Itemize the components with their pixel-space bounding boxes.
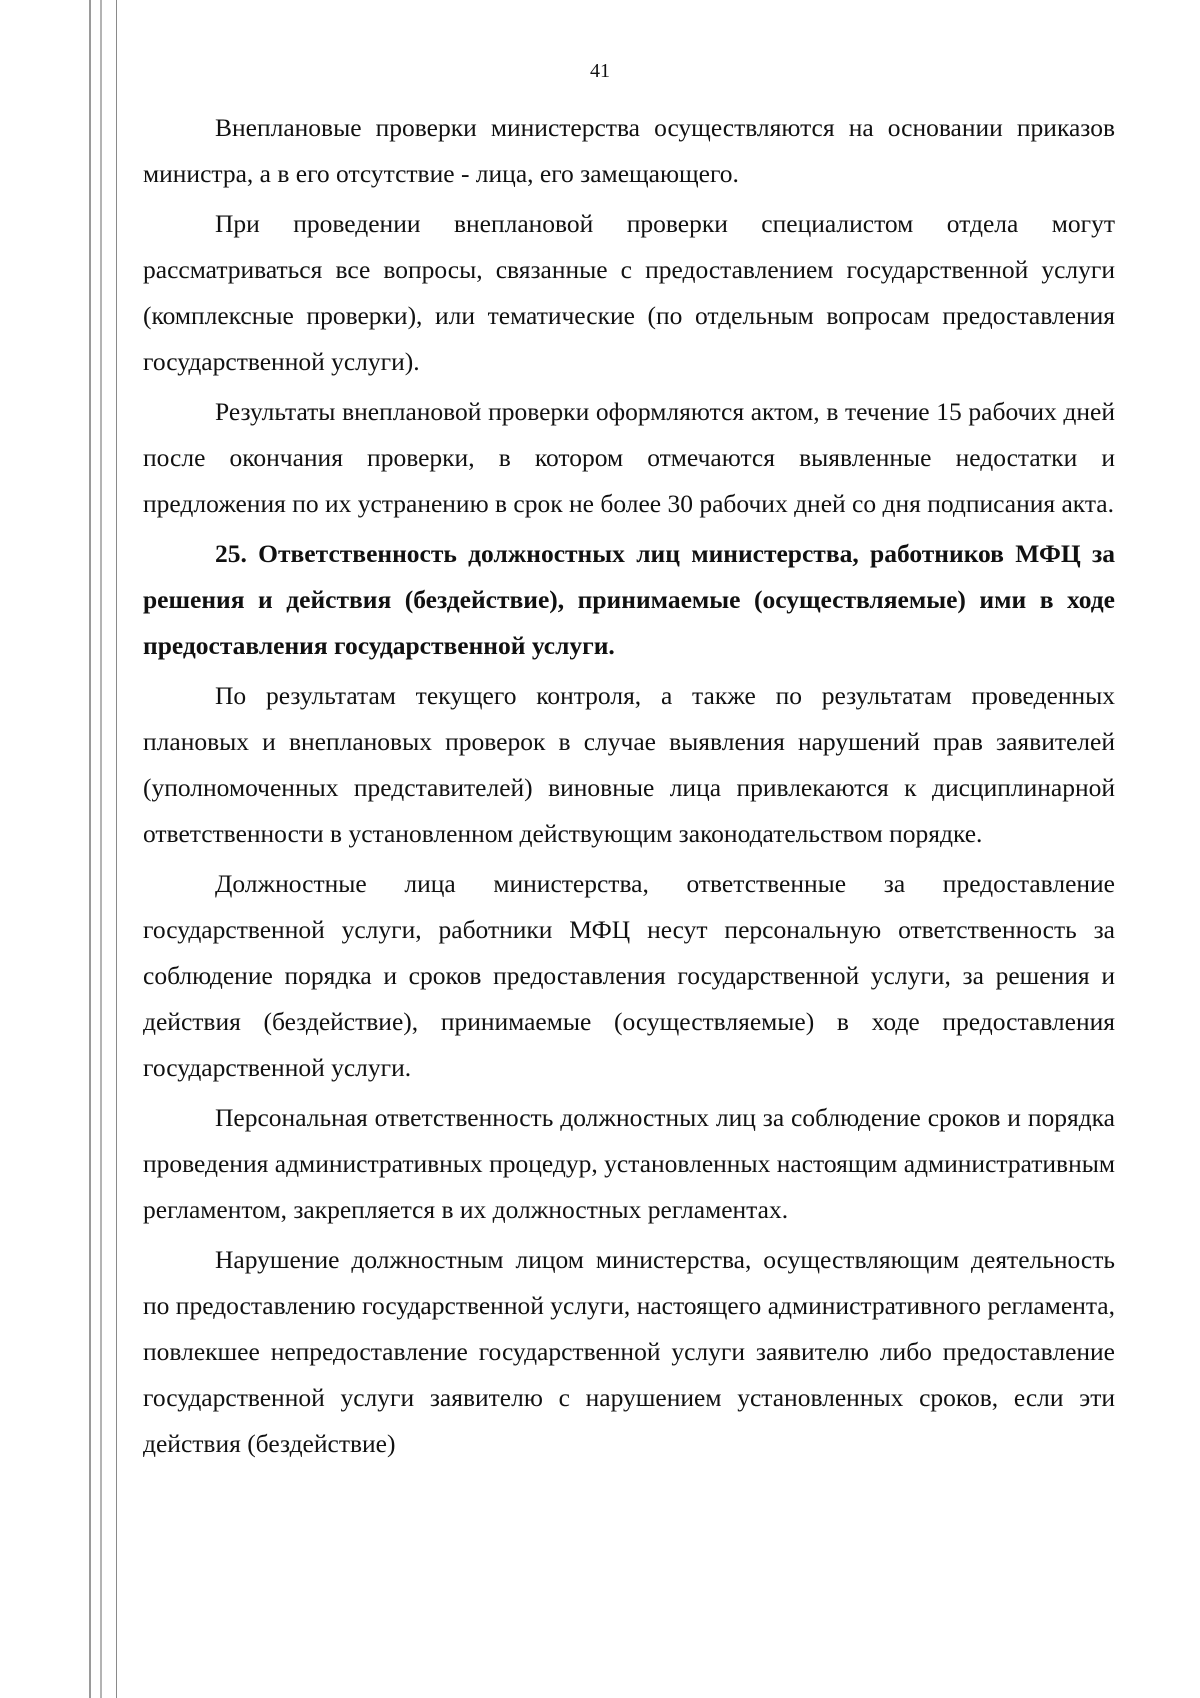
- paragraph: Персональная ответственность должностных лиц за соблюдение сроков и порядка проведения административных процедур, установленных настоящим административным регламентом, закрепляется в их должностных регламентах.: [143, 1103, 1115, 1224]
- binding-edge-line: [100, 0, 102, 1698]
- paragraph: Нарушение должностным лицом министерства, осуществляющим деятельность по предоставлению государственной услуги, настоящего административного регламента, повлекшее непредоставление государственной услуги заявителю либо предоставление государственной услуги заявителю с нарушением установленных сроков, если эти действия (бездействие): [143, 1245, 1115, 1458]
- paragraph: Внеплановые проверки министерства осуществляются на основании приказов министра, а в его отсутствие - лица, его замещающего.: [143, 113, 1115, 188]
- paragraph: При проведении внеплановой проверки специалистом отдела могут рассматриваться все вопросы, связанные с предоставлением государственной услуги (комплексные проверки), или тематические (по отдельным вопросам предоставления государственной услуги).: [143, 209, 1115, 376]
- paragraph: По результатам текущего контроля, а также по результатам проведенных плановых и внеплановых проверок в случае выявления нарушений прав заявителей (уполномоченных представителей) виновные лица привлекаются к дисциплинарной ответственности в установленном действующим законодательством порядке.: [143, 681, 1115, 848]
- paragraph: Должностные лица министерства, ответственные за предоставление государственной услуги, работники МФЦ несут персональную ответственность за соблюдение порядка и сроков предоставления государственной услуги, за решения и действия (бездействие), принимаемые (осуществляемые) в ходе предоставления государственной услуги.: [143, 869, 1115, 1082]
- section-heading: 25. Ответственность должностных лиц министерства, работников МФЦ за решения и действия (бездействие), принимаемые (осуществляемые) ими в ходе предоставления государственной услуги.: [143, 539, 1115, 660]
- binding-edge-line: [116, 0, 117, 1698]
- page-number: 41: [590, 60, 610, 82]
- document-body: [143, 105, 1115, 1467]
- binding-edge-line: [89, 0, 91, 1698]
- paragraph: Результаты внеплановой проверки оформляются актом, в течение 15 рабочих дней после окончания проверки, в котором отмечаются выявленные недостатки и предложения по их устранению в срок не более 30 рабочих дней со дня подписания акта.: [143, 397, 1115, 518]
